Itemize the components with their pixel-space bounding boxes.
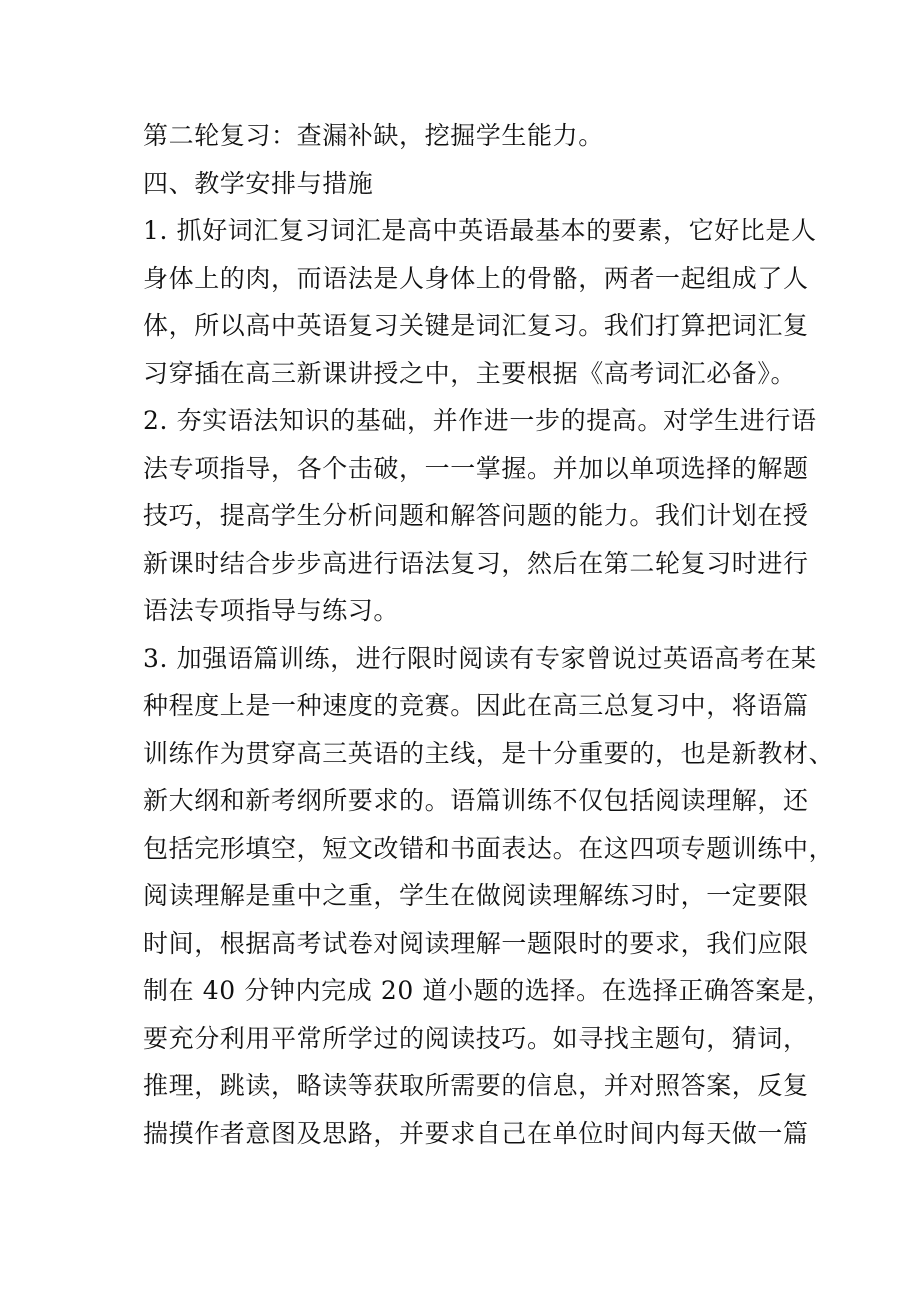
text-line: 第二轮复习：查漏补缺，挖掘学生能力。 [143, 121, 604, 150]
text-line: 训练作为贯穿高三英语的主线，是十分重要的，也是新教材、 [143, 738, 835, 768]
text-line: 新课时结合步步高进行语法复习，然后在第二轮复习时进行 [143, 548, 809, 578]
text-line: 种程度上是一种速度的竞赛。因此在高三总复习中，将语篇 [143, 691, 809, 720]
text-line: 体，所以高中英语复习关键是词汇复习。我们打算把词汇复 [143, 311, 809, 340]
text-line: 习穿插在高三新课讲授之中，主要根据《高考词汇必备》。 [143, 358, 797, 388]
section-heading: 四、教学安排与措施 [143, 168, 374, 198]
text-line: 技巧，提高学生分析问题和解答问题的能力。我们计划在授 [143, 501, 809, 530]
text-line: 语法专项指导与练习。 [143, 596, 400, 625]
text-line: 时间，根据高考试卷对阅读理解一题限时的要求，我们应限 [143, 928, 809, 958]
text-line: 要充分利用平常所学过的阅读技巧。如寻找主题句，猜词， [143, 1023, 809, 1053]
text-line: 制在 40 分钟内完成 20 道小题的选择。在选择正确答案是， [143, 976, 833, 1005]
text-line: 推理，跳读，略读等获取所需要的信息，并对照答案，反复 [143, 1071, 809, 1100]
text-line: 包括完形填空，短文改错和书面表达。在这四项专题训练中， [143, 833, 835, 863]
text-line: 阅读理解是重中之重，学生在做阅读理解练习时，一定要限 [143, 881, 809, 910]
text-line: 2. 夯实语法知识的基础，并作进一步的提高。对学生进行语 [143, 406, 817, 435]
text-line: 3. 加强语篇训练，进行限时阅读有专家曾说过英语高考在某 [143, 643, 817, 673]
document-body [143, 112, 835, 1157]
text-line: 新大纲和新考纲所要求的。语篇训练不仅包括阅读理解，还 [143, 786, 809, 815]
text-line: 身体上的肉，而语法是人身体上的骨骼，两者一起组成了人 [143, 263, 809, 293]
text-line: 法专项指导，各个击破，一一掌握。并加以单项选择的解题 [143, 453, 809, 483]
text-line: 揣摸作者意图及思路，并要求自己在单位时间内每天做一篇 [143, 1118, 809, 1148]
text-line: 1. 抓好词汇复习词汇是高中英语最基本的要素，它好比是人 [143, 216, 817, 245]
